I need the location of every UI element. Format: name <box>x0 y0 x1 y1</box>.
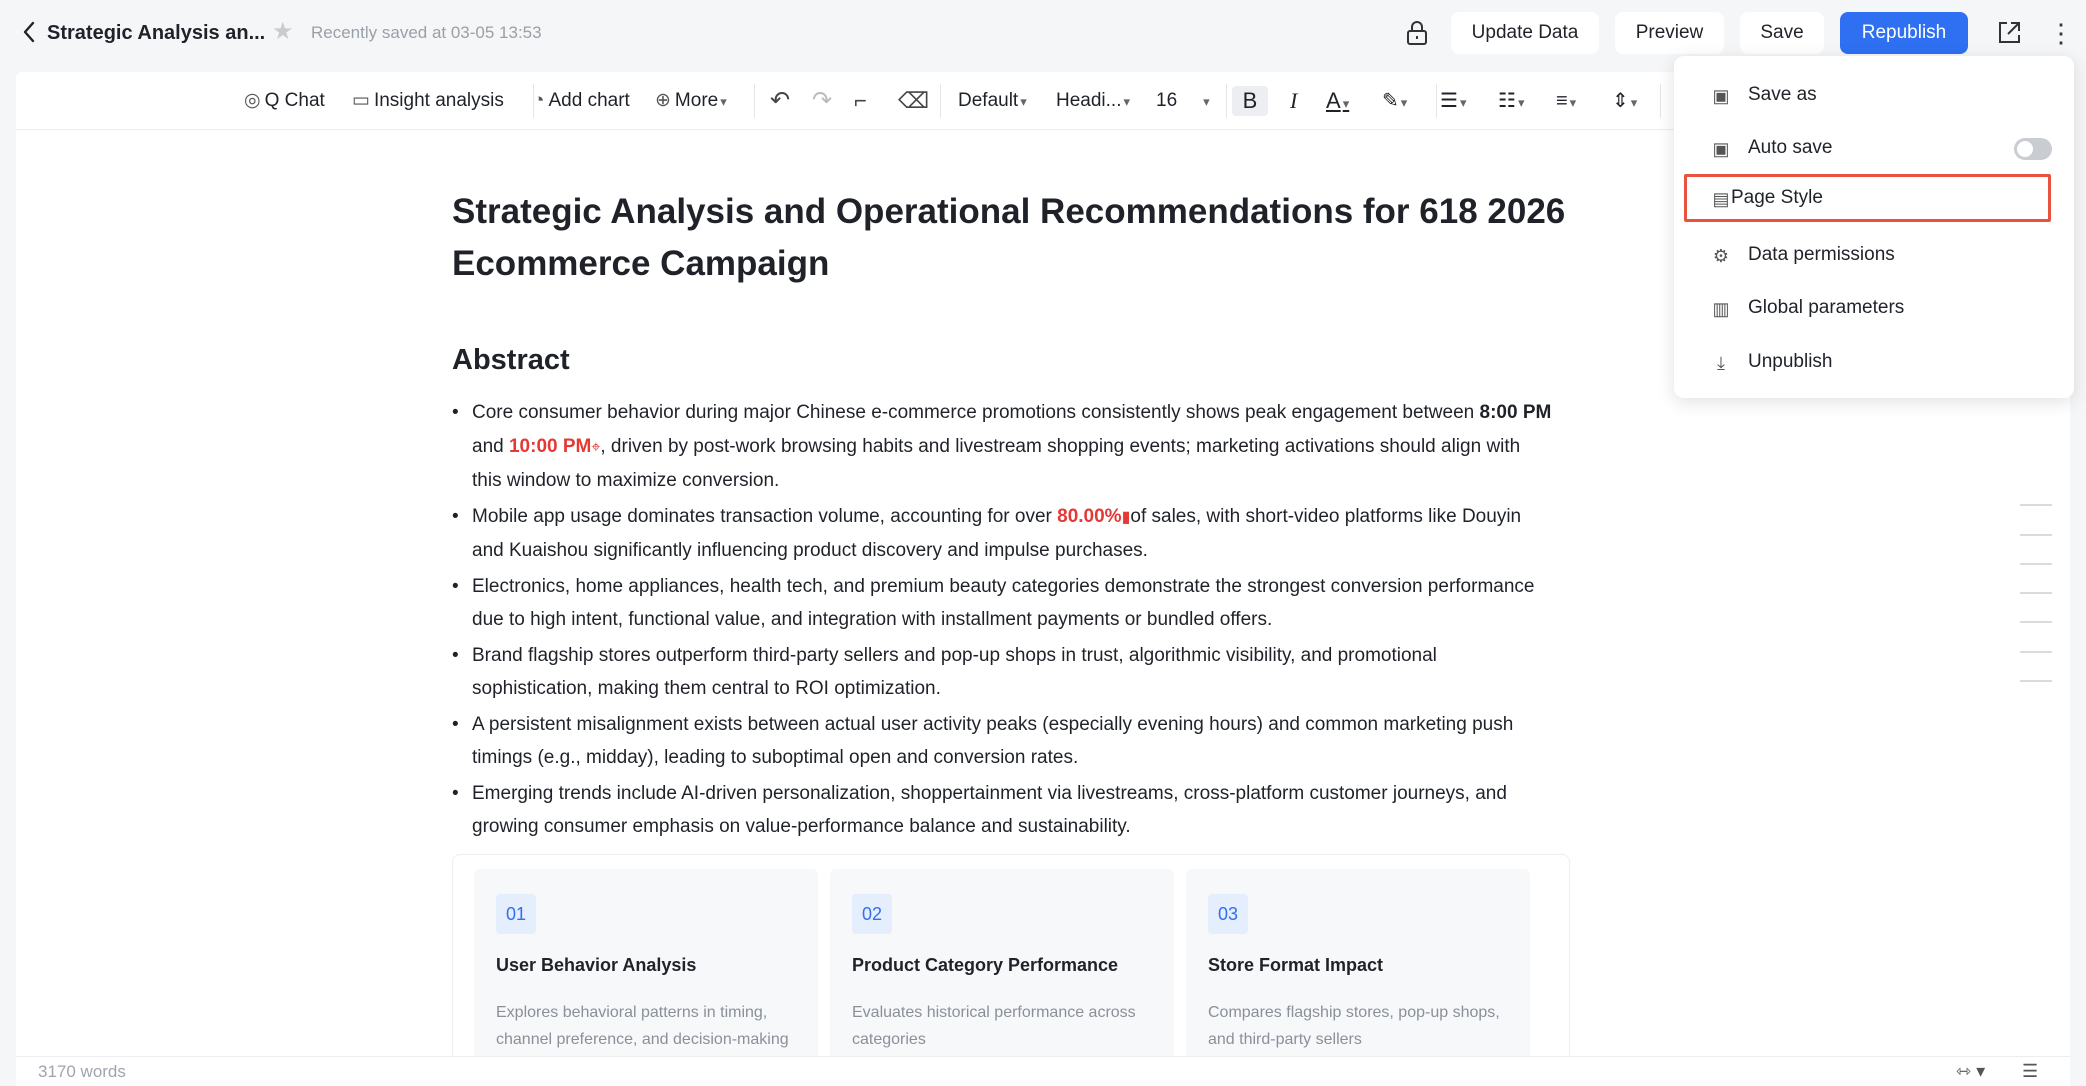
chart-icon: ◔ <box>533 90 545 111</box>
font-size-select[interactable] <box>1156 86 1210 116</box>
menu-item-page-style[interactable] <box>1684 174 2051 222</box>
document-title[interactable]: Strategic Analysis an... <box>47 22 266 44</box>
chevron-down-icon: ▾ <box>720 94 727 109</box>
more-options-icon[interactable]: ⋮ <box>2048 18 2074 48</box>
percent-highlight: 80.00% <box>1057 505 1122 527</box>
chevron-down-icon: ▾ <box>1123 94 1131 109</box>
list-item <box>452 396 1552 498</box>
chevron-left-icon[interactable] <box>22 20 42 46</box>
text-color-label: A <box>1326 88 1341 113</box>
redo-icon[interactable]: ↷ <box>812 87 833 114</box>
bullet-text: and <box>472 435 509 457</box>
chevron-down-icon: ▾ <box>1342 96 1350 111</box>
status-bar <box>16 1056 2070 1086</box>
chevron-down-icon: ▾ <box>1459 95 1467 110</box>
save-icon: ▣ <box>1712 86 1730 106</box>
chevron-down-icon: ▾ <box>1630 95 1638 110</box>
time-end-highlight: 10:00 PM <box>508 435 592 457</box>
italic-button[interactable]: I <box>1290 88 1298 113</box>
divider <box>940 84 941 118</box>
update-data-button[interactable]: Update Data <box>1451 12 1599 54</box>
card-user-behavior[interactable] <box>474 869 818 1065</box>
text-color-button[interactable] <box>1326 86 1349 116</box>
card-product-category[interactable] <box>830 869 1174 1065</box>
outline-toggle-icon[interactable]: ☰ <box>2022 1061 2039 1081</box>
page-title: Strategic Analysis and Operational Recommendations for 618 2026 Ecommerce Campaign <box>452 192 1566 283</box>
format-painter-icon[interactable]: ⌐ <box>854 88 867 113</box>
insight-label: Insight analysis <box>373 90 504 111</box>
menu-item-auto-save[interactable] <box>1684 124 2064 172</box>
card-description: Evaluates historical performance across categories <box>852 1004 1136 1048</box>
outline-mark[interactable] <box>2020 504 2052 506</box>
add-chart-button[interactable] <box>533 86 630 116</box>
card-description: Compares flagship stores, pop-up shops, and third-party sellers <box>1208 1004 1500 1048</box>
highlight-icon[interactable]: ✎ ▾ <box>1382 90 1408 112</box>
outline-mark[interactable] <box>2020 534 2052 536</box>
outline-mark[interactable] <box>2020 651 2052 653</box>
bullet-text: Core consumer behavior during major Chinese e-commerce promotions consistently shows peak engagement between <box>472 402 1480 423</box>
gear-icon: ⚙ <box>1712 246 1730 266</box>
more-options-menu <box>1674 56 2074 398</box>
bullet-text: Mobile app usage dominates transaction volume, accounting for over <box>472 505 1058 527</box>
list-item: • Electronics, home appliances, health tech, and premium beauty categories demonstrate the strongest conversion performance due to high intent, functional value, and integration with installment payments or bundled offers. <box>452 570 1552 637</box>
plus-circle-icon: ⊕ <box>655 90 671 111</box>
comment-icon: ▭ <box>352 90 370 111</box>
divider <box>1226 84 1227 118</box>
outline-mark[interactable] <box>2020 592 2052 594</box>
document-body[interactable] <box>452 120 1568 846</box>
heading-value: Headi... <box>1056 90 1122 111</box>
auto-save-icon: ▣ <box>1712 139 1730 159</box>
menu-item-label: Page Style <box>1731 187 1823 208</box>
card-title: Store Format Impact <box>1208 955 1384 975</box>
share-icon[interactable] <box>1994 18 2024 48</box>
q-chat-label: Q Chat <box>264 90 325 111</box>
saved-status: Recently saved at 03-05 13:53 <box>311 23 542 42</box>
heading-select[interactable] <box>1056 86 1130 116</box>
chevron-down-icon: ▾ <box>1020 94 1027 109</box>
menu-item-label: Unpublish <box>1748 351 1833 372</box>
font-style-value: Default <box>958 90 1019 111</box>
chevron-down-icon: ▾ <box>1517 95 1525 110</box>
list-item: • A persistent misalignment exists between actual user activity peaks (especially evening hours) and common marketing push timings (e.g., midday), leading to suboptimal open and conversion rates. <box>452 708 1552 775</box>
list-item: • Brand flagship stores outperform third-party sellers and pop-up shops in trust, algorithmic visibility, and promotional sophistication, making them central to ROI optimization. <box>452 639 1552 706</box>
line-spacing-icon[interactable]: ⇕ ▾ <box>1612 90 1638 112</box>
outline-mark[interactable] <box>2020 621 2052 623</box>
menu-item-label: Auto save <box>1748 137 1833 158</box>
star-icon[interactable]: ★ <box>272 18 294 45</box>
outline-mark[interactable] <box>2020 680 2052 682</box>
align-left-icon[interactable]: ≡ ▾ <box>1556 90 1577 112</box>
eraser-icon[interactable]: ⌫ <box>898 88 930 113</box>
time-start: 8:00 PM <box>1479 402 1552 423</box>
abstract-list <box>452 396 1568 844</box>
card-number: 03 <box>1208 894 1248 934</box>
bold-button[interactable]: B <box>1232 86 1268 116</box>
card-store-format[interactable] <box>1186 869 1530 1065</box>
abstract-heading: Abstract <box>452 344 570 376</box>
menu-item-unpublish[interactable] <box>1684 338 2064 386</box>
menu-item-data-permissions[interactable] <box>1684 231 2064 279</box>
chevron-down-icon: ▾ <box>1400 95 1408 110</box>
save-button[interactable]: Save <box>1740 12 1824 54</box>
menu-item-label: Data permissions <box>1748 244 1895 265</box>
lock-icon[interactable] <box>1402 18 1432 48</box>
more-label: More <box>674 90 719 111</box>
font-size-value: 16 <box>1156 90 1178 111</box>
list-item <box>452 500 1552 568</box>
q-chat-button[interactable] <box>244 86 325 116</box>
undo-icon[interactable]: ↶ <box>770 87 791 114</box>
menu-item-global-parameters[interactable] <box>1684 284 2064 332</box>
more-button[interactable] <box>655 86 727 116</box>
bullet-list-icon[interactable]: ☰ ▾ <box>1440 90 1467 112</box>
page-width-icon[interactable]: ⇿ ▾ <box>1956 1061 1986 1081</box>
add-chart-label: Add chart <box>548 90 630 111</box>
divider <box>1660 84 1661 118</box>
card-title: Product Category Performance <box>852 955 1119 975</box>
divider <box>1436 84 1437 118</box>
outline-mark[interactable] <box>2020 563 2052 565</box>
word-count: 3170 words <box>38 1062 126 1081</box>
parameters-icon: ▥ <box>1712 299 1730 319</box>
page-style-icon: ▤ <box>1712 189 1730 209</box>
menu-item-label: Save as <box>1748 84 1817 105</box>
font-style-select[interactable] <box>958 86 1027 116</box>
menu-item-save-as[interactable] <box>1684 71 2064 119</box>
list-item: • Emerging trends include AI-driven personalization, shoppertainment via livestreams, cross-platform customer journeys, and growing consumer emphasis on value-performance balance and sustainability. <box>452 777 1552 844</box>
insight-analysis-button[interactable] <box>352 86 504 116</box>
chevron-down-icon: ▾ <box>1569 95 1577 110</box>
download-icon: ⤓ <box>1717 353 1725 373</box>
bullet-text: , driven by post-work browsing habits and livestream shopping events; marketing activations should align with this window to maximize conversion. <box>472 435 1521 491</box>
numbered-list-icon[interactable]: ☷ ▾ <box>1498 90 1525 112</box>
divider <box>754 84 755 118</box>
section-cards <box>452 854 1570 1064</box>
pin-icon: ⌖ <box>591 438 601 456</box>
bar-chart-icon: ▮ <box>1121 508 1131 526</box>
chat-icon: ◎ <box>244 90 261 111</box>
card-title: User Behavior Analysis <box>496 955 697 975</box>
card-number: 01 <box>496 894 536 934</box>
preview-button[interactable]: Preview <box>1615 12 1724 54</box>
auto-save-toggle[interactable] <box>2014 138 2052 160</box>
republish-button[interactable]: Republish <box>1840 12 1968 54</box>
bullet-text: of sales, with short-video platforms like Douyin and Kuaishou significantly influencing product discovery and impulse purchases. <box>472 505 1522 561</box>
menu-item-label: Global parameters <box>1748 297 1905 318</box>
chevron-down-icon: ▾ <box>1203 94 1210 109</box>
card-number: 02 <box>852 894 892 934</box>
card-description: Explores behavioral patterns in timing, channel preference, and decision-making <box>496 1004 789 1048</box>
